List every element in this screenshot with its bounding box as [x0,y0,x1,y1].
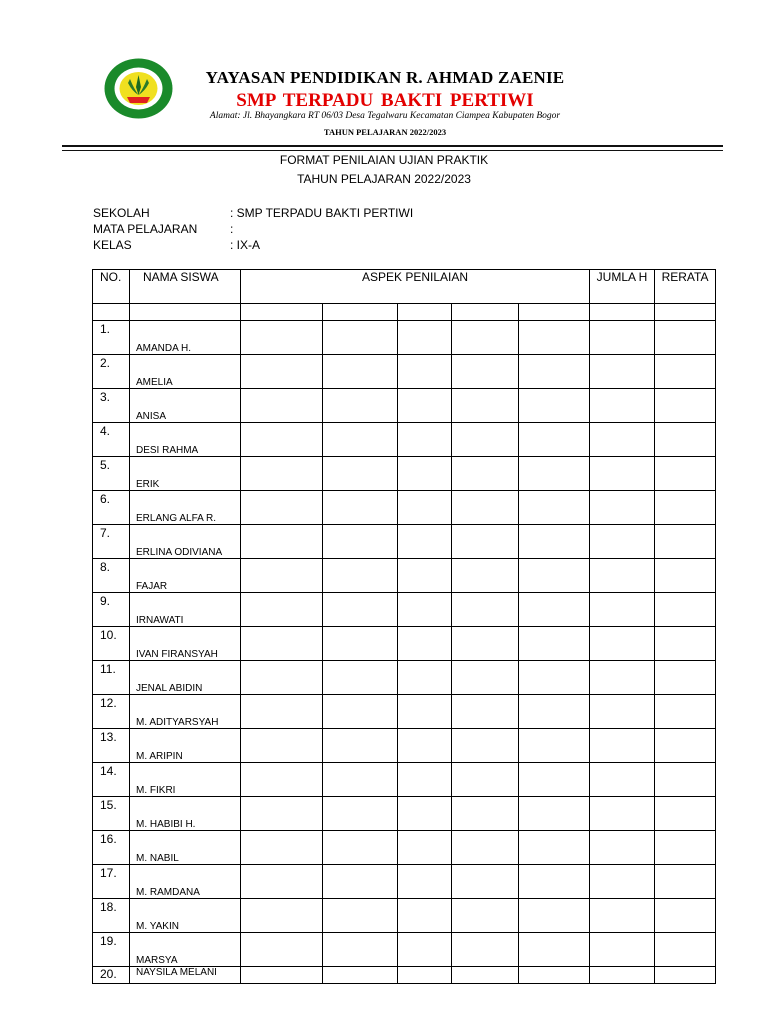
aspect-score-cell[interactable] [452,423,519,457]
aspect-score-cell[interactable] [452,525,519,559]
student-number: 12. [93,695,130,729]
aspect-score-cell[interactable] [323,627,398,661]
aspect-score-cell[interactable] [452,899,519,933]
aspect-score-cell[interactable] [323,797,398,831]
average-cell[interactable] [655,491,716,525]
aspect-score-cell[interactable] [452,763,519,797]
total-cell[interactable] [590,593,655,627]
student-name: FAJAR [130,559,241,593]
aspect-score-cell[interactable] [519,865,590,899]
average-cell[interactable] [655,933,716,967]
total-cell[interactable] [590,661,655,695]
student-name: ERLINA ODIVIANA [130,525,241,559]
aspect-score-cell[interactable] [519,797,590,831]
aspect-score-cell[interactable] [519,389,590,423]
aspect-score-cell[interactable] [519,967,590,984]
aspect-score-cell[interactable] [241,831,323,865]
aspect-score-cell[interactable] [323,831,398,865]
table-cell[interactable] [590,304,655,321]
aspect-score-cell[interactable] [398,627,452,661]
student-name: MARSYA [130,933,241,967]
student-number: 1. [93,321,130,355]
aspect-score-cell[interactable] [323,899,398,933]
average-cell[interactable] [655,899,716,933]
table-header-row [93,270,716,304]
aspect-score-cell[interactable] [452,593,519,627]
total-cell[interactable] [590,355,655,389]
school-name: SMP TERPADU BAKTI PERTIWI [236,90,534,111]
aspect-score-cell[interactable] [323,491,398,525]
average-cell[interactable] [655,661,716,695]
student-name: M. FIKRI [130,763,241,797]
total-cell[interactable] [590,457,655,491]
table-row [93,729,716,763]
aspect-score-cell[interactable] [519,763,590,797]
student-name: ERIK [130,457,241,491]
table-row [93,525,716,559]
aspect-score-cell[interactable] [452,865,519,899]
aspect-score-cell[interactable] [241,695,323,729]
aspect-score-cell[interactable] [452,831,519,865]
student-number: 17. [93,865,130,899]
aspect-score-cell[interactable] [452,797,519,831]
assessment-table [92,269,716,984]
aspect-score-cell[interactable] [398,865,452,899]
aspect-cell[interactable] [398,304,452,321]
table-row [93,967,716,984]
table-row [93,491,716,525]
table-row [93,695,716,729]
aspect-cell[interactable] [323,304,398,321]
student-name: M. ADITYARSYAH [130,695,241,729]
student-number: 15. [93,797,130,831]
table-row [93,763,716,797]
aspect-score-cell[interactable] [452,933,519,967]
header-aspects: ASPEK PENILAIAN [241,270,590,304]
total-cell[interactable] [590,831,655,865]
aspect-score-cell[interactable] [241,559,323,593]
aspect-score-cell[interactable] [519,729,590,763]
student-number: 7. [93,525,130,559]
aspect-score-cell[interactable] [519,457,590,491]
total-cell[interactable] [590,627,655,661]
aspect-score-cell[interactable] [323,559,398,593]
average-cell[interactable] [655,457,716,491]
info-value: : [230,222,234,236]
aspect-score-cell[interactable] [241,729,323,763]
aspect-score-cell[interactable] [519,593,590,627]
aspect-score-cell[interactable] [323,933,398,967]
aspect-score-cell[interactable] [323,661,398,695]
info-label: SEKOLAH [93,206,150,220]
header-total: JUMLA H [590,270,655,304]
total-cell[interactable] [590,695,655,729]
aspect-score-cell[interactable] [241,797,323,831]
total-cell[interactable] [590,899,655,933]
table-row [93,627,716,661]
student-number: 5. [93,457,130,491]
aspect-score-cell[interactable] [452,389,519,423]
aspect-score-cell[interactable] [241,457,323,491]
average-cell[interactable] [655,967,716,984]
info-label: KELAS [93,238,132,252]
header-divider-thin [62,150,723,151]
aspect-score-cell[interactable] [452,457,519,491]
aspect-score-cell[interactable] [241,491,323,525]
aspect-score-cell[interactable] [323,695,398,729]
average-cell[interactable] [655,559,716,593]
table-row [93,661,716,695]
student-name: M. NABIL [130,831,241,865]
total-cell[interactable] [590,933,655,967]
aspect-score-cell[interactable] [452,729,519,763]
table-row [93,865,716,899]
aspect-score-cell[interactable] [519,525,590,559]
total-cell[interactable] [590,865,655,899]
total-cell[interactable] [590,321,655,355]
logo-ribbon [127,97,150,103]
organization-name: YAYASAN PENDIDIKAN R. AHMAD ZAENIE [205,68,565,87]
average-cell[interactable] [655,423,716,457]
info-value: : SMP TERPADU BAKTI PERTIWI [230,206,414,220]
aspect-score-cell[interactable] [398,695,452,729]
aspect-score-cell[interactable] [452,491,519,525]
aspect-score-cell[interactable] [398,729,452,763]
table-row [93,321,716,355]
header-divider-thick [62,145,723,147]
aspect-score-cell[interactable] [519,321,590,355]
aspect-score-cell[interactable] [398,967,452,984]
aspect-score-cell[interactable] [241,593,323,627]
aspect-score-cell[interactable] [323,389,398,423]
header-name: NAMA SISWA [130,270,241,304]
total-cell[interactable] [590,389,655,423]
student-name: M. ARIPIN [130,729,241,763]
student-name: JENAL ABIDIN [130,661,241,695]
aspect-score-cell[interactable] [323,865,398,899]
aspect-score-cell[interactable] [452,355,519,389]
student-number: 9. [93,593,130,627]
total-cell[interactable] [590,525,655,559]
average-cell[interactable] [655,831,716,865]
aspect-score-cell[interactable] [398,797,452,831]
aspect-score-cell[interactable] [241,763,323,797]
student-name: AMELIA [130,355,241,389]
total-cell[interactable] [590,559,655,593]
average-cell[interactable] [655,729,716,763]
aspect-score-cell[interactable] [398,491,452,525]
aspect-score-cell[interactable] [452,661,519,695]
aspect-score-cell[interactable] [241,627,323,661]
aspect-score-cell[interactable] [241,423,323,457]
student-name: M. YAKIN [130,899,241,933]
aspect-score-cell[interactable] [398,831,452,865]
info-label: MATA PELAJARAN [93,222,198,236]
average-cell[interactable] [655,593,716,627]
student-name: ANISA [130,389,241,423]
table-row [93,797,716,831]
school-address: Alamat: Jl. Bhayangkara RT 06/03 Desa Tegalwaru Kecamatan Ciampea Kabupaten Bogor [209,111,561,121]
total-cell[interactable] [590,763,655,797]
aspect-score-cell[interactable] [241,321,323,355]
aspect-score-cell[interactable] [519,899,590,933]
aspect-score-cell[interactable] [323,593,398,627]
aspect-score-cell[interactable] [452,967,519,984]
table-row [93,423,716,457]
student-number: 20. [93,967,130,984]
average-cell[interactable] [655,355,716,389]
student-number: 16. [93,831,130,865]
aspect-score-cell[interactable] [398,525,452,559]
aspect-score-cell[interactable] [519,355,590,389]
student-number: 2. [93,355,130,389]
aspect-cell[interactable] [452,304,519,321]
student-name: IRNAWATI [130,593,241,627]
total-cell[interactable] [590,729,655,763]
aspect-score-cell[interactable] [398,559,452,593]
aspect-score-cell[interactable] [519,933,590,967]
info-value: : IX-A [230,238,261,252]
aspect-score-cell[interactable] [519,491,590,525]
average-cell[interactable] [655,763,716,797]
table-subheader-row [93,304,716,321]
aspect-score-cell[interactable] [398,933,452,967]
table-row [93,457,716,491]
document-title: FORMAT PENILAIAN UJIAN PRAKTIK [279,153,489,167]
student-rows [93,321,716,984]
aspect-score-cell[interactable] [323,525,398,559]
aspect-score-cell[interactable] [241,865,323,899]
header-average: RERATA [655,270,716,304]
average-cell[interactable] [655,627,716,661]
table-row [93,389,716,423]
aspect-score-cell[interactable] [323,729,398,763]
aspect-score-cell[interactable] [452,695,519,729]
table-cell[interactable] [130,304,241,321]
table-row [93,559,716,593]
average-cell[interactable] [655,797,716,831]
average-cell[interactable] [655,865,716,899]
table-row [93,355,716,389]
aspect-score-cell[interactable] [323,355,398,389]
aspect-score-cell[interactable] [398,423,452,457]
student-name: NAYSILA MELANI [130,967,241,984]
aspect-score-cell[interactable] [398,661,452,695]
aspect-score-cell[interactable] [452,321,519,355]
aspect-score-cell[interactable] [241,661,323,695]
aspect-score-cell[interactable] [323,423,398,457]
average-cell[interactable] [655,525,716,559]
total-cell[interactable] [590,491,655,525]
table-cell[interactable] [93,304,130,321]
student-number: 6. [93,491,130,525]
student-name: M. HABIBI H. [130,797,241,831]
student-name: AMANDA H. [130,321,241,355]
student-number: 4. [93,423,130,457]
academic-year: TAHUN PELAJARAN 2022/2023 [323,127,447,137]
aspect-score-cell[interactable] [519,559,590,593]
aspect-score-cell[interactable] [519,831,590,865]
aspect-score-cell[interactable] [398,593,452,627]
student-number: 11. [93,661,130,695]
aspect-score-cell[interactable] [519,695,590,729]
student-number: 18. [93,899,130,933]
table-cell[interactable] [655,304,716,321]
aspect-score-cell[interactable] [323,967,398,984]
table-row [93,831,716,865]
aspect-score-cell[interactable] [452,627,519,661]
student-number: 8. [93,559,130,593]
aspect-score-cell[interactable] [398,763,452,797]
aspect-score-cell[interactable] [519,661,590,695]
header-no: NO. [93,270,130,304]
aspect-score-cell[interactable] [241,389,323,423]
aspect-score-cell[interactable] [241,933,323,967]
total-cell[interactable] [590,967,655,984]
aspect-score-cell[interactable] [323,763,398,797]
student-number: 14. [93,763,130,797]
student-name: M. RAMDANA [130,865,241,899]
aspect-score-cell[interactable] [519,627,590,661]
aspect-score-cell[interactable] [519,423,590,457]
student-name: DESI RAHMA [130,423,241,457]
average-cell[interactable] [655,389,716,423]
student-number: 3. [93,389,130,423]
table-row [93,933,716,967]
aspect-score-cell[interactable] [241,967,323,984]
aspect-score-cell[interactable] [398,389,452,423]
aspect-score-cell[interactable] [398,355,452,389]
total-cell[interactable] [590,797,655,831]
student-name: ERLANG ALFA R. [130,491,241,525]
aspect-score-cell[interactable] [398,899,452,933]
aspect-cell[interactable] [519,304,590,321]
aspect-score-cell[interactable] [241,355,323,389]
aspect-score-cell[interactable] [241,899,323,933]
average-cell[interactable] [655,695,716,729]
document-subtitle: TAHUN PELAJARAN 2022/2023 [297,172,471,186]
total-cell[interactable] [590,423,655,457]
student-name: IVAN FIRANSYAH [130,627,241,661]
aspect-score-cell[interactable] [323,457,398,491]
table-row [93,899,716,933]
aspect-score-cell[interactable] [241,525,323,559]
aspect-cell[interactable] [241,304,323,321]
aspect-score-cell[interactable] [398,457,452,491]
student-number: 19. [93,933,130,967]
student-number: 13. [93,729,130,763]
aspect-score-cell[interactable] [323,321,398,355]
aspect-score-cell[interactable] [398,321,452,355]
student-number: 10. [93,627,130,661]
aspect-score-cell[interactable] [452,559,519,593]
average-cell[interactable] [655,321,716,355]
table-row [93,593,716,627]
